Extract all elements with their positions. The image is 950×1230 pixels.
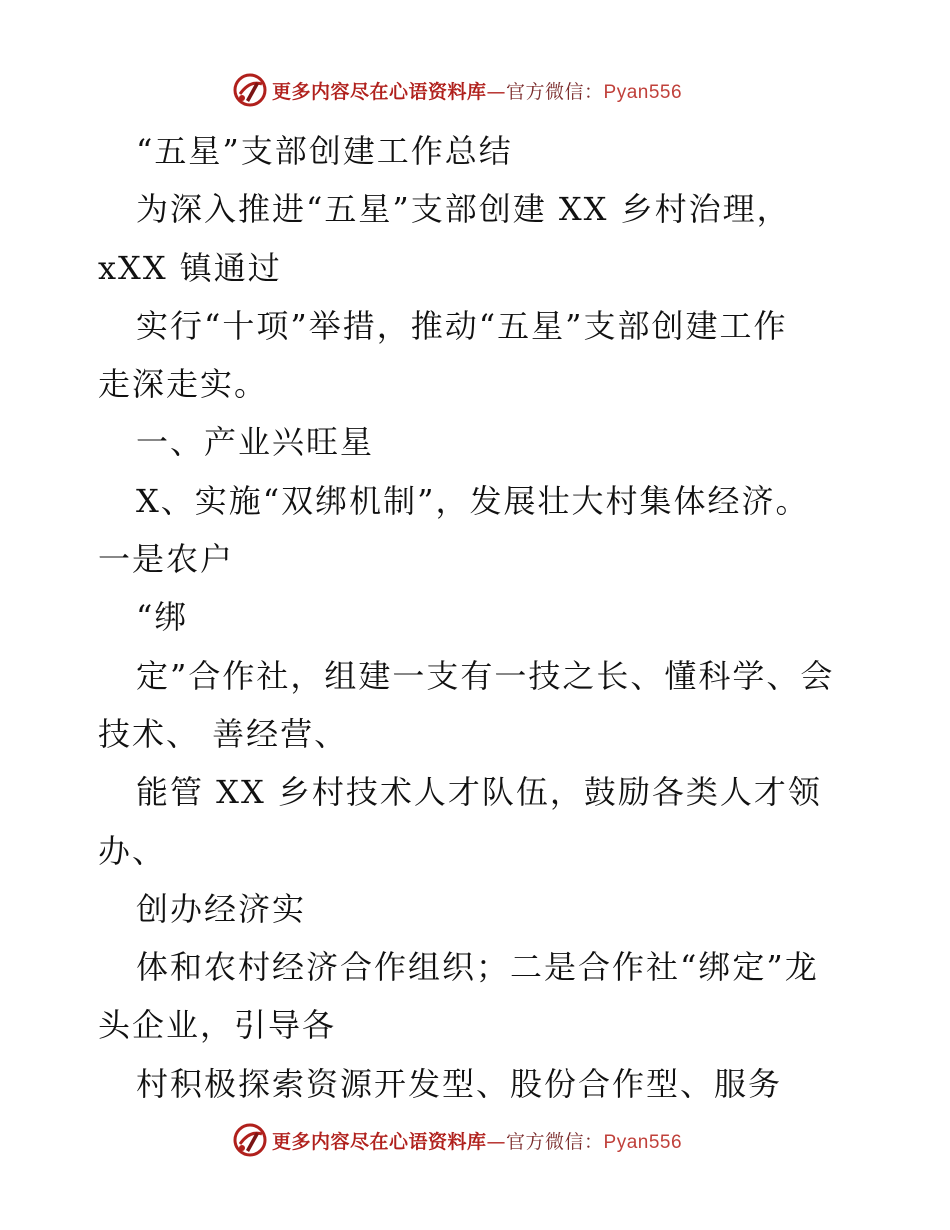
text-line: 定”合作社，组建一支有一技之长、懂科学、会 xyxy=(136,656,835,695)
banner-text xyxy=(272,1127,682,1154)
document-body xyxy=(98,122,858,1113)
brand-logo-icon xyxy=(232,1122,268,1158)
banner-slogan: 更多内容尽在心语资料库 xyxy=(272,80,487,103)
section-heading: 一、产业兴旺星 xyxy=(136,423,375,462)
text-line: “绑 xyxy=(136,598,189,637)
banner-wechat-label: 官方微信： xyxy=(506,1130,604,1153)
text-line: 办、 xyxy=(98,831,167,870)
text-line: 走深走实。 xyxy=(98,365,269,404)
banner-wechat-id: Pyan556 xyxy=(603,81,683,103)
brand-logo-icon xyxy=(232,72,268,108)
banner-wechat-id: Pyan556 xyxy=(603,1131,683,1153)
text-line: 村积极探索资源开发型、股份合作型、服务 xyxy=(136,1064,783,1103)
text-line: 头企业，引导各 xyxy=(98,1006,337,1045)
text-line: 为深入推进“五星”支部创建 XX 乡村治理， xyxy=(136,190,791,229)
document-title: “五星”支部创建工作总结 xyxy=(136,132,513,170)
banner-dash: — xyxy=(486,1130,507,1153)
banner-slogan: 更多内容尽在心语资料库 xyxy=(272,1130,487,1153)
text-line: 技术、 善经营、 xyxy=(98,714,349,753)
text-line: 体和农村经济合作组织；二是合作社“绑定”龙 xyxy=(136,948,819,987)
text-line: X、实施“双绑机制”，发展壮大村集体经济。 xyxy=(136,481,810,520)
text-line: 实行“十项”举措，推动“五星”支部创建工作 xyxy=(136,306,788,345)
text-line: 能管 XX 乡村技术人才队伍，鼓励各类人才领 xyxy=(136,773,822,812)
text-line: xXX 镇通过 xyxy=(98,248,282,287)
text-line: 创办经济实 xyxy=(136,889,307,928)
header-banner xyxy=(232,70,752,110)
banner-wechat-label: 官方微信： xyxy=(506,80,604,103)
banner-text xyxy=(272,77,682,104)
banner-dash: — xyxy=(486,80,507,103)
text-line: 一是农户 xyxy=(98,540,235,579)
footer-banner xyxy=(232,1120,752,1160)
